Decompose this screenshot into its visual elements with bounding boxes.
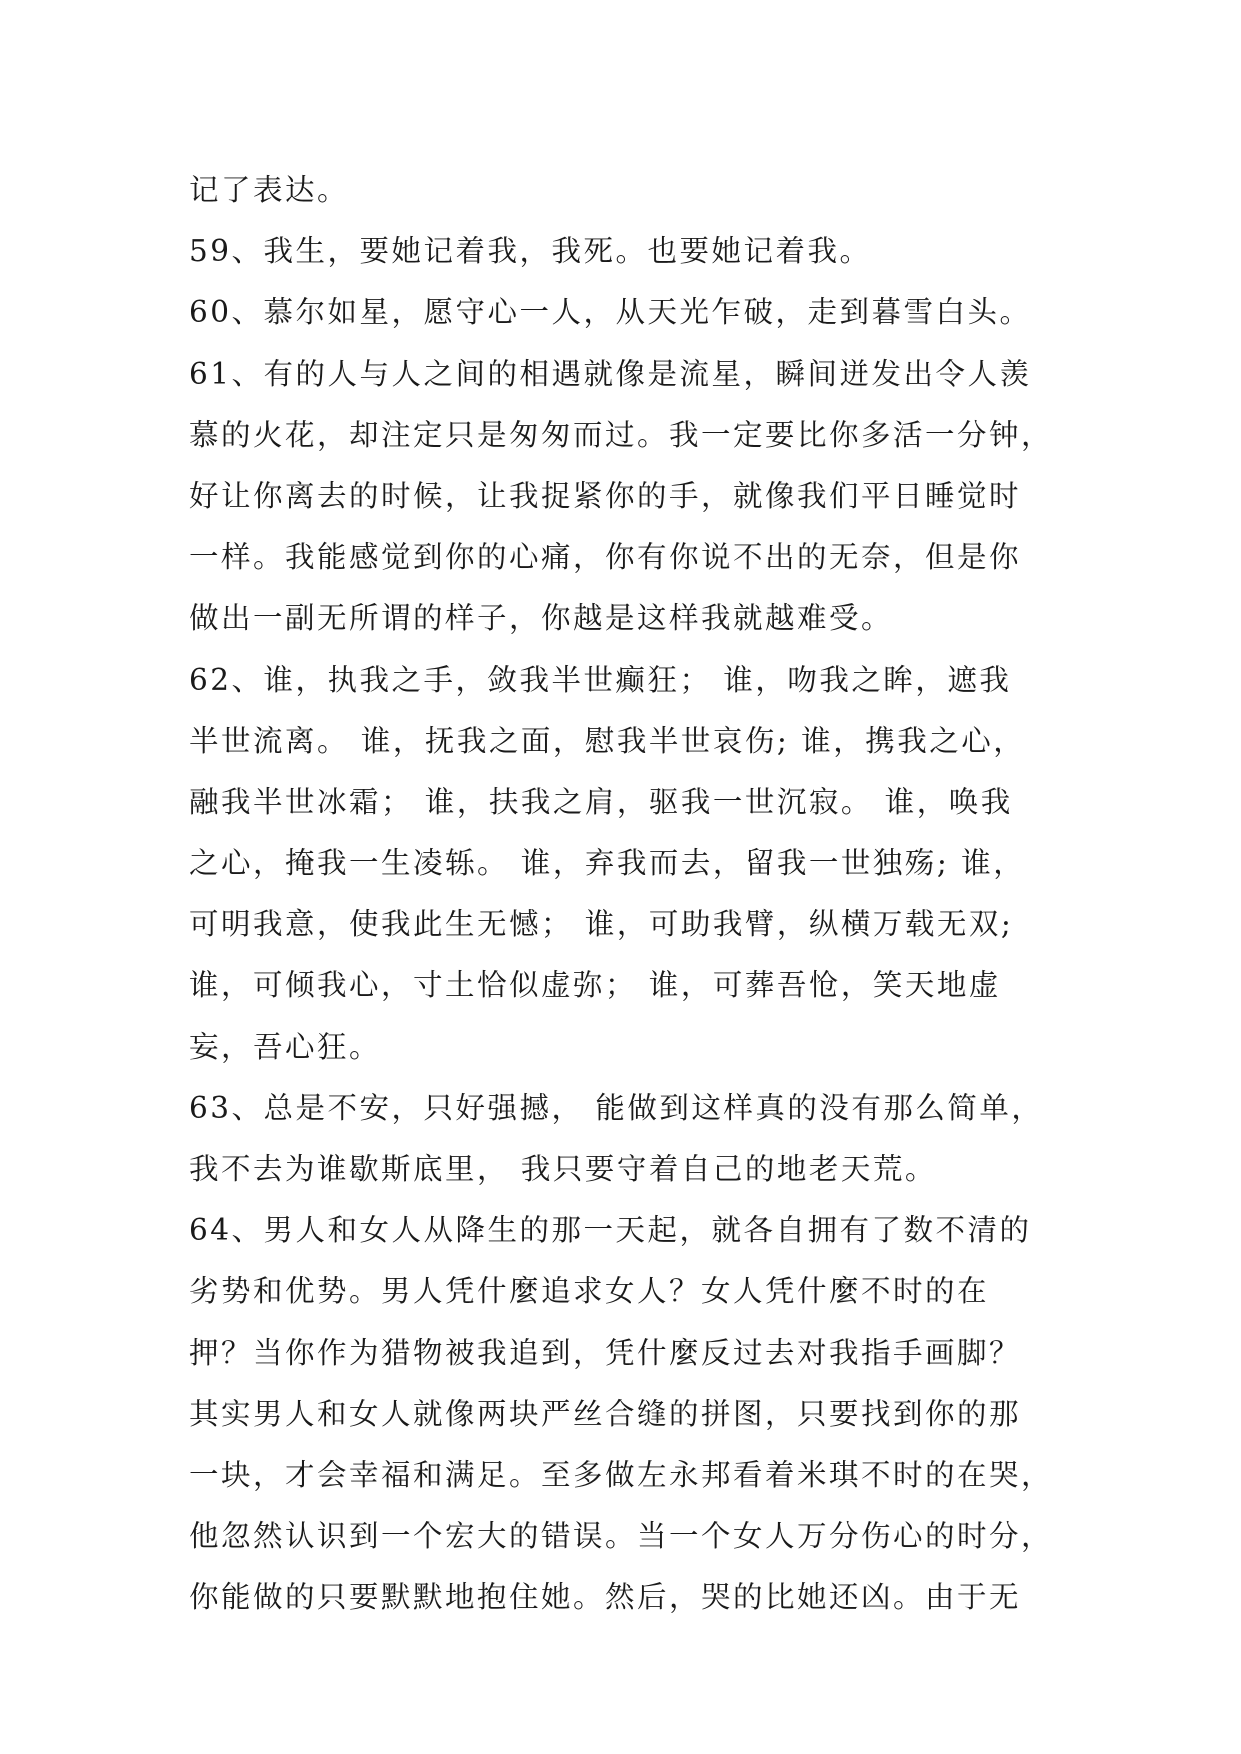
text-line: 谁，可倾我心，寸土恰似虚弥； 谁，可葬吾怆，笑天地虚 (189, 968, 1001, 1003)
text-line: 60、慕尔如星，愿守心一人，从天光乍破，走到暮雪白头。 (189, 295, 1032, 330)
text-line: 62、谁，执我之手，敛我半世癫狂； 谁，吻我之眸，遮我 (189, 662, 1012, 697)
text-line: 一样。我能感觉到你的心痛，你有你说不出的无奈，但是你 (189, 540, 1022, 575)
text-line: 一块，才会幸福和满足。至多做左永邦看着米琪不时的在哭， (189, 1457, 1054, 1492)
text-line: 其实男人和女人就像两块严丝合缝的拼图，只要找到你的那 (189, 1396, 1022, 1431)
text-line: 之心，掩我一生凌轹。 谁，弃我而去，留我一世独殇; 谁， (189, 846, 1026, 881)
text-line: 融我半世冰霜； 谁，扶我之肩，驱我一世沉寂。 谁，唤我 (189, 784, 1013, 819)
text-line: 我不去为谁歇斯底里， 我只要守着自己的地老天荒。 (189, 1152, 937, 1186)
text-line: 可明我意，使我此生无憾； 谁，可助我臂，纵横万载无双; (189, 907, 1014, 942)
text-line: 慕的火花，却注定只是匆匆而过。我一定要比你多活一分钟， (189, 417, 1054, 452)
text-line: 61、有的人与人之间的相遇就像是流星，瞬间迸发出令人羡 (189, 356, 1032, 391)
text-line: 劣势和优势。男人凭什麼追求女人？女人凭什麼不时的在 (189, 1274, 990, 1309)
text-line: 59、我生，要她记着我，我死。也要她记着我。 (189, 234, 872, 269)
text-line: 你能做的只要默默地抱住她。然后，哭的比她还凶。由于无 (189, 1580, 1022, 1615)
text-line: 做出一副无所谓的样子，你越是这样我就越难受。 (189, 601, 894, 636)
body-text (189, 160, 1089, 1629)
text-line: 他忽然认识到一个宏大的错误。当一个女人万分伤心的时分， (189, 1519, 1054, 1554)
text-line: 64、男人和女人从降生的那一天起，就各自拥有了数不清的 (189, 1213, 1032, 1248)
text-line: 半世流离。 谁，抚我之面，慰我半世哀伤; 谁，携我之心， (189, 723, 1026, 758)
text-line: 好让你离去的时候，让我捉紧你的手，就像我们平日睡觉时 (189, 478, 1022, 513)
text-line: 63、总是不安，只好强撼， 能做到这样真的没有那么简单， (189, 1090, 1044, 1125)
text-line: 妄，吾心狂。 (189, 1029, 382, 1064)
text-line: 押？当你作为猎物被我追到，凭什麼反过去对我指手画脚？ (189, 1335, 1022, 1370)
text-line: 记了表达。 (189, 173, 350, 207)
